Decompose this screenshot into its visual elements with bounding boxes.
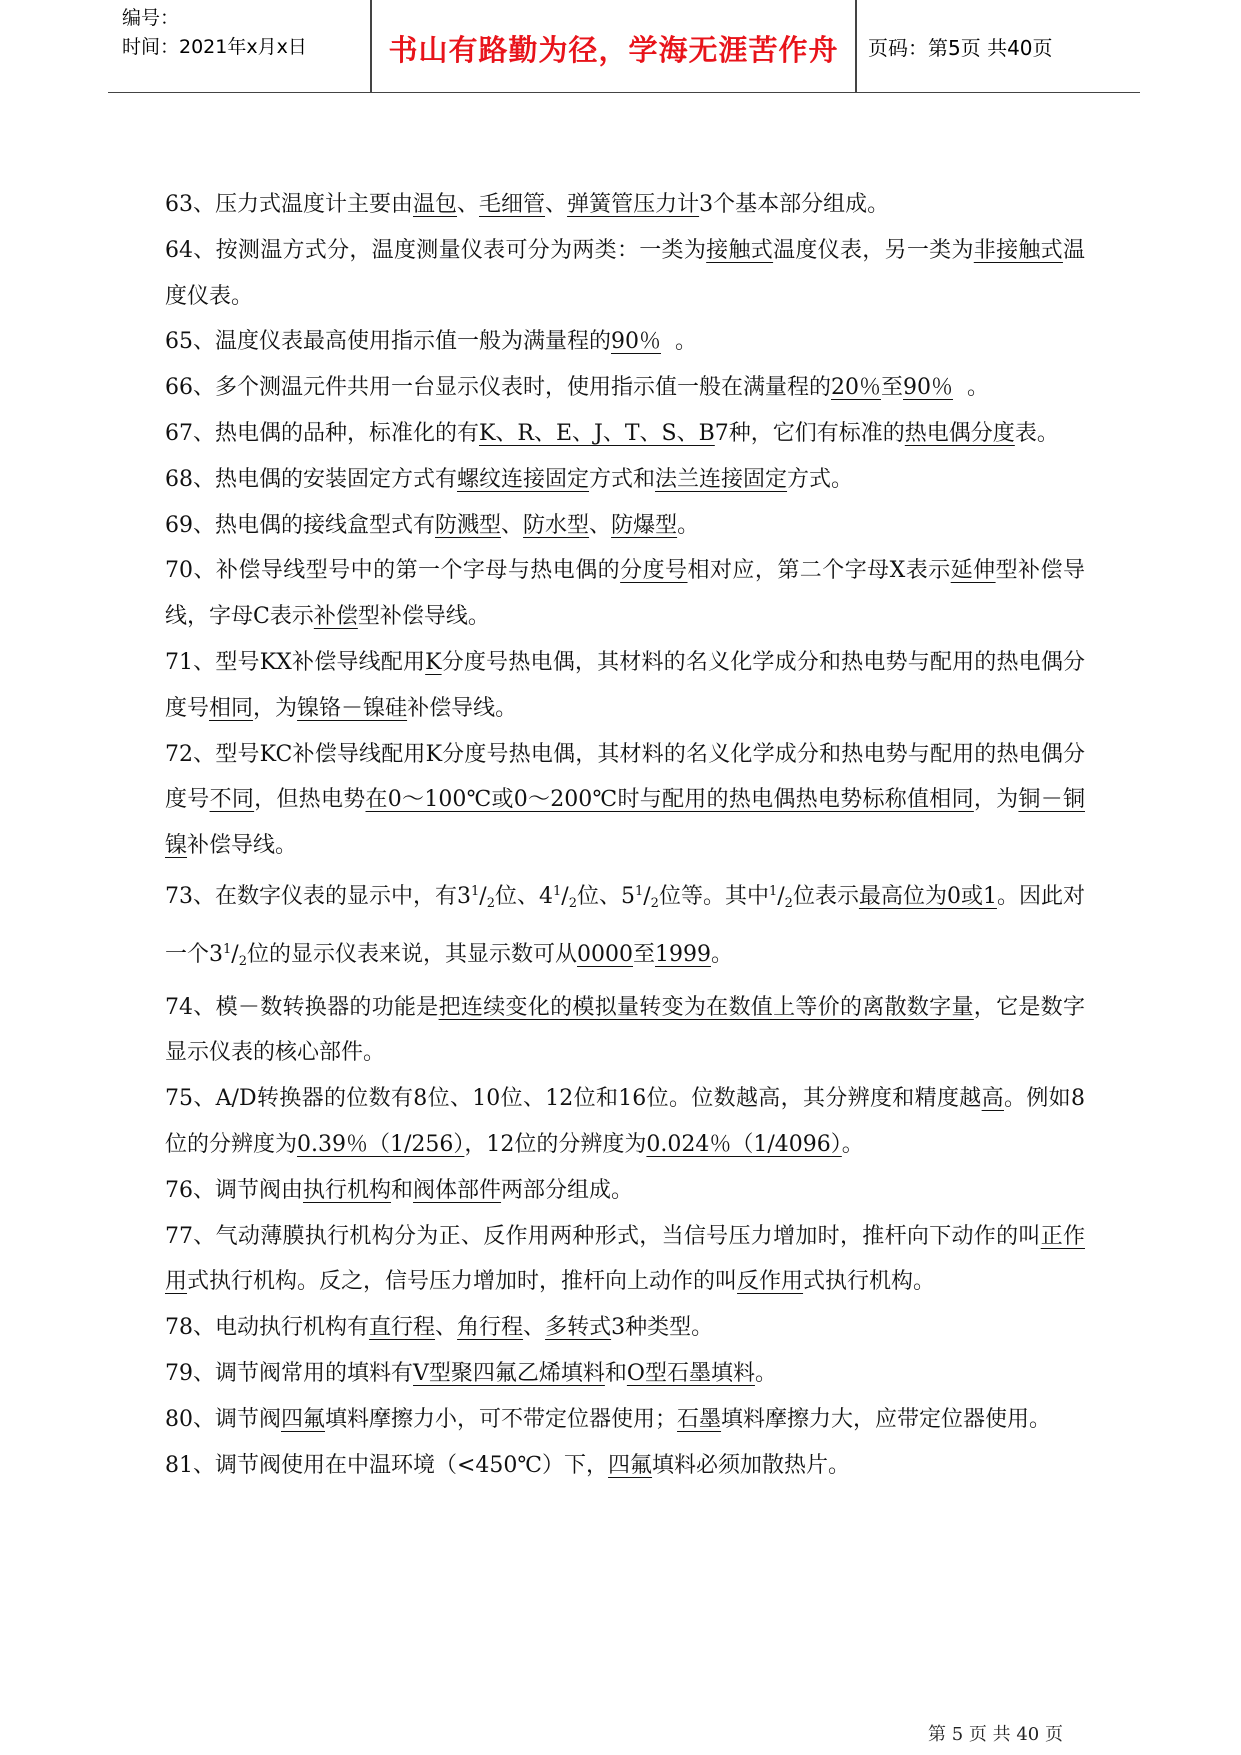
code-label: 编号： [122,7,180,29]
question-67: 67、热电偶的品种，标准化的有K、R、E、J、T、S、B7种，它们有标准的热电偶分度表。 [165,420,1059,446]
answer-blank: 防水型 [523,512,590,538]
question-80: 80、调节阀四氟填料摩擦力小，可不带定位器使用；石墨填料摩擦力大，应带定位器使用。 [165,1406,1052,1432]
header-page-number: 页码：第5页 共40页 [868,36,1053,60]
page-header [108,0,1140,93]
question-75: 75、A/D转换器的位数有8位、10位、12位和16位。位数越高，其分辨度和精度越高。例如8位的分辨度为0.39％（1/256），12位的分辨度为0.024％（1/4096）。 [165,1086,1085,1157]
answer-blank: 螺纹连接固定 [457,466,590,492]
question-78: 78、电动执行机构有直行程、角行程、多转式3种类型。 [165,1315,714,1341]
answer-blank: 不同 [209,787,255,813]
question-71: 71、型号KX补偿导线配用K分度号热电偶，其材料的名义化学成分和热电势与配用的热电偶分度号相同，为镍铬－镍硅补偿导线。 [165,649,1085,721]
answer-blank: 热电偶分度 [904,420,1015,446]
question-70: 70、补偿导线型号中的第一个字母与热电偶的分度号相对应，第二个字母X表示延伸型补偿导线，字母C表示补偿型补偿导线。 [165,558,1085,630]
header-motto: 书山有路勤为径，学海无涯苦作舟 [388,33,839,67]
question-72: 72、型号KC补偿导线配用K分度号热电偶，其材料的名义化学成分和热电势与配用的热电偶分度号不同，但热电势在0～100℃或0～200℃时与配用的热电偶热电势标称值相同，为铜－铜镍补偿导线。 [165,741,1085,859]
answer-blank: 补偿 [313,604,358,630]
answer-blank: 直行程 [369,1315,436,1341]
answer-blank: 执行机构 [303,1177,392,1203]
answer-blank: 毛细管 [479,192,546,217]
answer-blank: 温包 [413,192,458,217]
answer-blank: 弹簧管压力计 [567,192,700,217]
answer-blank: V型聚四氟乙烯填料 [413,1360,605,1386]
answer-blank: 在0～100℃或0～200℃时与配用的热电偶热电势标称值相同 [365,787,974,813]
answer-blank: 接触式 [706,237,774,263]
answer-blank: 高 [981,1086,1004,1112]
answer-blank: 石墨 [677,1406,722,1432]
time-label: 时间：2021年x月x日 [122,36,307,58]
question-81: 81、调节阀使用在中温环境（<450℃）下，四氟填料必须加散热片。 [165,1452,851,1478]
answer-blank: 90％ [903,375,954,401]
answer-blank: 相同 [209,695,254,721]
answer-blank: 20％ [831,375,881,401]
header-meta [122,4,307,62]
answer-blank: 把连续变化的模拟量转变为在数值上等价的离散数字量 [438,994,974,1020]
answer-blank: 0.024％（1/4096） [646,1131,842,1157]
page-footer: 第 5 页 共 40 页 [928,1724,1063,1745]
answer-blank: 最高位为0或1 [858,883,997,909]
answer-blank: 四氟 [608,1452,653,1478]
question-list [165,182,1085,1488]
answer-blank: 角行程 [457,1315,524,1341]
question-63: 63、压力式温度计主要由温包、毛细管、弹簧管压力计3个基本部分组成。 [165,192,890,217]
answer-blank: 90％ [611,329,661,355]
question-65: 65、温度仪表最高使用指示值一般为满量程的90％ 。 [165,329,698,355]
question-73: 73、在数字仪表的显示中，有$3^1/_2$位、$4^1/_2$位、$5^1/_2$位等。其中$^1/_2$位表示最高位为0或1。因此对一个$3^1/_2$位的显示仪表来说，其显示数可从0000至1999。 [165,883,1085,969]
question-66: 66、多个测温元件共用一台显示仪表时，使用指示值一般在满量程的20％至90％ 。 [165,375,990,401]
answer-blank: 防爆型 [611,512,678,538]
question-74: 74、模－数转换器的功能是把连续变化的模拟量转变为在数值上等价的离散数字量，它是数字显示仪表的核心部件。 [165,994,1085,1066]
answer-blank: 0.39％（1/256） [297,1131,465,1157]
answer-blank: 非接触式 [973,237,1063,263]
question-64: 64、按测温方式分，温度测量仪表可分为两类：一类为接触式温度仪表，另一类为非接触式温度仪表。 [165,237,1085,309]
answer-blank: 延伸 [950,558,996,584]
answer-blank: 反作用 [737,1269,804,1295]
answer-blank: 铜－铜镍 [165,787,1085,859]
answer-blank: 四氟 [281,1406,326,1432]
answer-blank: O型石墨填料 [626,1360,755,1386]
answer-blank: K [425,649,442,675]
answer-blank: 阀体部件 [413,1177,502,1203]
header-divider [855,0,857,92]
question-77: 77、气动薄膜执行机构分为正、反作用两种形式，当信号压力增加时，推杆向下动作的叫正作用式执行机构。反之，信号压力增加时，推杆向上动作的叫反作用式执行机构。 [165,1223,1085,1295]
answer-blank: 法兰连接固定 [655,466,788,492]
question-69: 69、热电偶的接线盒型式有防溅型、防水型、防爆型。 [165,512,700,538]
answer-blank: 镍铬－镍硅 [297,695,408,721]
question-68: 68、热电偶的安装固定方式有螺纹连接固定方式和法兰连接固定方式。 [165,466,854,492]
answer-blank: 正作用 [165,1223,1085,1295]
answer-blank: K、R、E、J、T、S、B [479,420,715,446]
answer-blank: 0000 [577,941,633,967]
question-79: 79、调节阀常用的填料有V型聚四氟乙烯填料和O型石墨填料。 [165,1360,777,1386]
answer-blank: 防溅型 [435,512,502,538]
answer-blank: 多转式 [545,1315,612,1341]
answer-blank: 1999 [655,941,712,967]
question-76: 76、调节阀由执行机构和阀体部件两部分组成。 [165,1177,634,1203]
answer-blank: 分度号 [620,558,688,584]
